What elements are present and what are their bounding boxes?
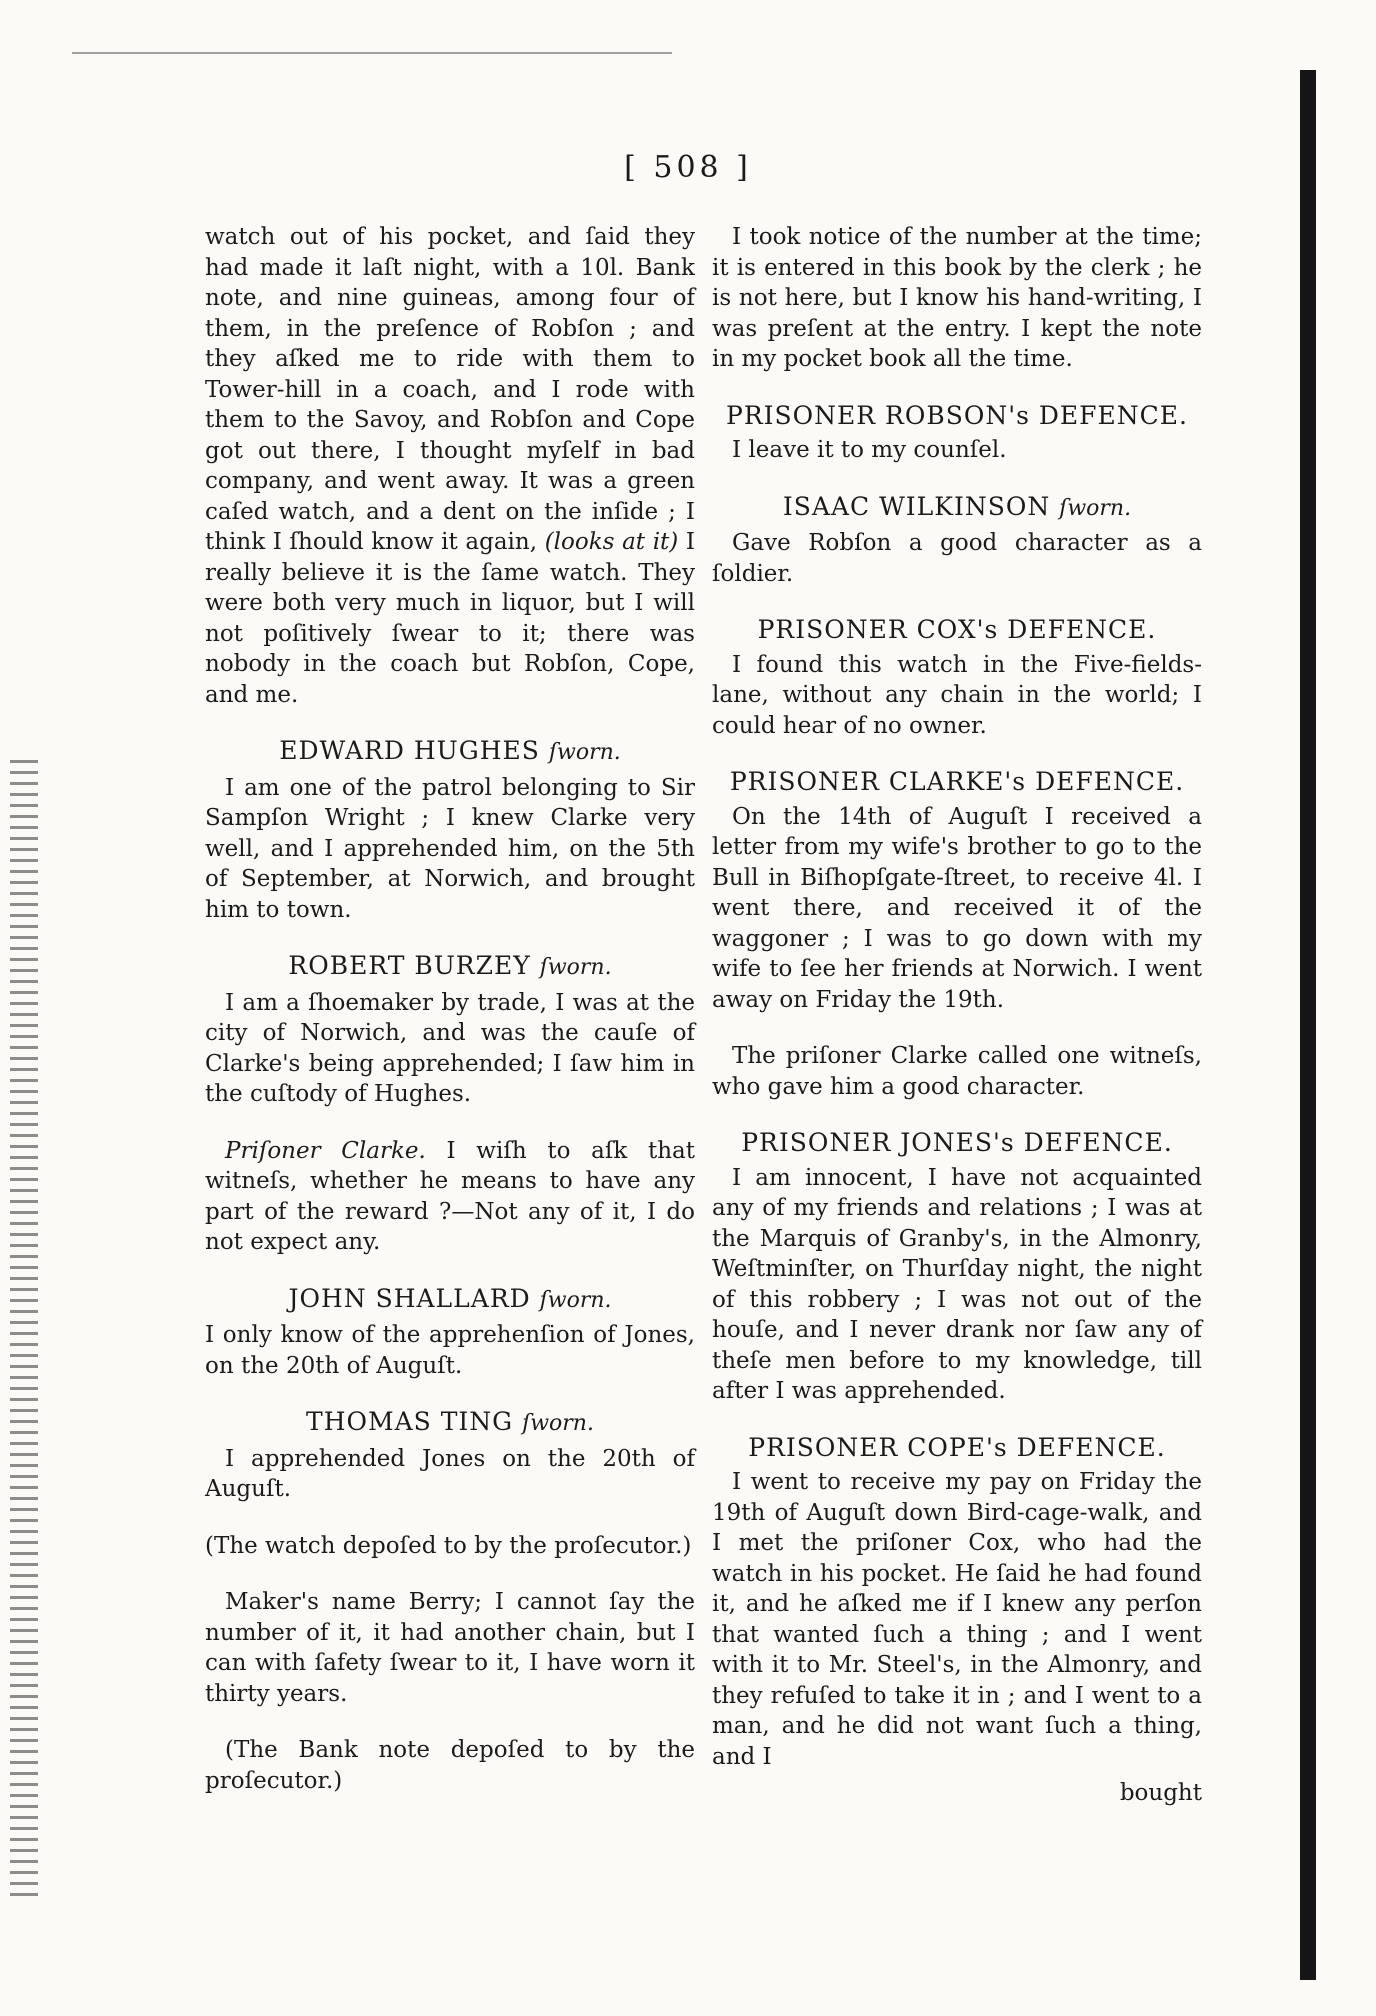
- paragraph-watch-deposed: (The watch depoſed to by the proſecutor.): [205, 1532, 692, 1559]
- margin-bleed: [10, 760, 38, 1900]
- heading-shallard: JOHN SHALLARD ſworn.: [288, 1283, 612, 1313]
- page-number: [ 508 ]: [624, 150, 752, 185]
- heading-robson-defence: PRISONER ROBSON's DEFENCE.: [726, 400, 1188, 430]
- heading-hughes: EDWARD HUGHES ſworn.: [279, 736, 621, 765]
- paragraph-hughes: I am one of the patrol belonging to Sir Sampſon Wright ; I knew Clarke very well, and I apprehended him, on the 5th of September, at Norwich, and brought him to town.: [205, 774, 695, 923]
- paragraph-clarke: On the 14th of Auguſt I received a letter from my wife's brother to go to the Bull in Biſhopſgate-ſtreet, to receive 4l. I went there, and received it of the waggoner ; I was to go down with my wife to ſee her friends at Norwich. I went away on Friday the 19th.: [712, 803, 1202, 1013]
- paragraph-robson: I leave it to my counſel.: [732, 437, 1007, 463]
- heading-cope-defence: PRISONER COPE's DEFENCE.: [748, 1432, 1166, 1462]
- paragraph-burzey: I am a ſhoemaker by trade, I was at the city of Norwich, and was the cauſe of Clarke's being apprehended; I ſaw him in the cuſtody of Hughes.: [205, 989, 695, 1107]
- paragraph-banknote-deposed: (The Bank note depoſed to by the proſecutor.): [205, 1737, 695, 1794]
- heading-jones-defence: PRISONER JONES's DEFENCE.: [741, 1128, 1173, 1157]
- paragraph-clarke-question: Priſoner Clarke. I wiſh to aſk that witneſs, whether he means to have any part of the reward ?—Not any of it, I do not expect any.: [205, 1137, 696, 1255]
- paragraph-number-notice: I took notice of the number at the time; it is entered in this book by the clerk ; he is not here, but I know his hand-writing, I was preſent at the entry. I kept the note in my pocket book all the time.: [712, 224, 1202, 372]
- heading-clarke-defence: PRISONER CLARKE's DEFENCE.: [729, 767, 1185, 796]
- paragraph-ting: I apprehended Jones on the 20th of Auguſt.: [205, 1445, 695, 1502]
- paragraph-jones: I am innocent, I have not acquainted any of my friends and relations ; I was at the Marquis of Granby's, in the Almonry, Weſtminſter, on Thurſday night, the night of this robbery ; I was not out of the houſe, and I never drank nor ſaw any of theſe men before to my knowledge, till after I was apprehended.: [712, 1164, 1202, 1404]
- paragraph-cope: I went to receive my pay on Friday the 19th of Auguſt down Bird-cage-walk, and I met the priſoner Cox, who had the watch in his pocket. He ſaid he had found it, and he aſked me if I knew any perſon that wanted ſuch a thing ; and I went with it to Mr. Steel's, in the Almonry, and they refuſed to take it in ; and I went to a man, and he did not want ſuch a thing, and I: [712, 1469, 1202, 1770]
- paragraph-clarke-witness: The priſoner Clarke called one witneſs, who gave him a good character.: [712, 1043, 1202, 1100]
- binding-shadow: [1300, 70, 1316, 1980]
- paragraph-maker: Maker's name Berry; I cannot ſay the number of it, it had another chain, but I can with ſafety ſwear to it, I have worn it thirty years.: [205, 1589, 695, 1707]
- paragraph-cox: I found this watch in the Five-fields-lane, without any chain in the world; I could hear of no owner.: [712, 651, 1202, 739]
- right-column: [712, 222, 1202, 1809]
- top-rule: [72, 52, 672, 54]
- heading-cox-defence: PRISONER COX's DEFENCE.: [757, 615, 1157, 644]
- paragraph-shallard: I only know of the apprehenſion of Jones, on the 20th of Auguſt.: [205, 1322, 695, 1379]
- left-column: [205, 222, 695, 1796]
- paragraph-wilkinson: Gave Robſon a good character as a ſoldier.: [712, 530, 1202, 587]
- heading-burzey: ROBERT BURZEY ſworn.: [288, 951, 612, 980]
- catchword: bought: [1119, 1780, 1202, 1806]
- heading-wilkinson: ISAAC WILKINSON ſworn.: [782, 491, 1132, 521]
- heading-ting: THOMAS TING ſworn.: [306, 1407, 594, 1436]
- paragraph-continued: watch out of his pocket, and ſaid they had made it laſt night, with a 10l. Bank note, and nine guineas, among four of them, in the preſence of Robſon ; and they aſked me to ride with them to Tower-hill in a coach, and I rode with them to the Savoy, and Robſon and Cope got out there, I thought myſelf in bad company, and went away. It was a green caſed watch, and a dent on the inſide ; I think I ſhould know it again, (looks at it) I really believe it is the ſame watch. They were both very much in liquor, but I will not poſitively ſwear to it; there was nobody in the coach but Robſon, Cope, and me.: [205, 224, 696, 708]
